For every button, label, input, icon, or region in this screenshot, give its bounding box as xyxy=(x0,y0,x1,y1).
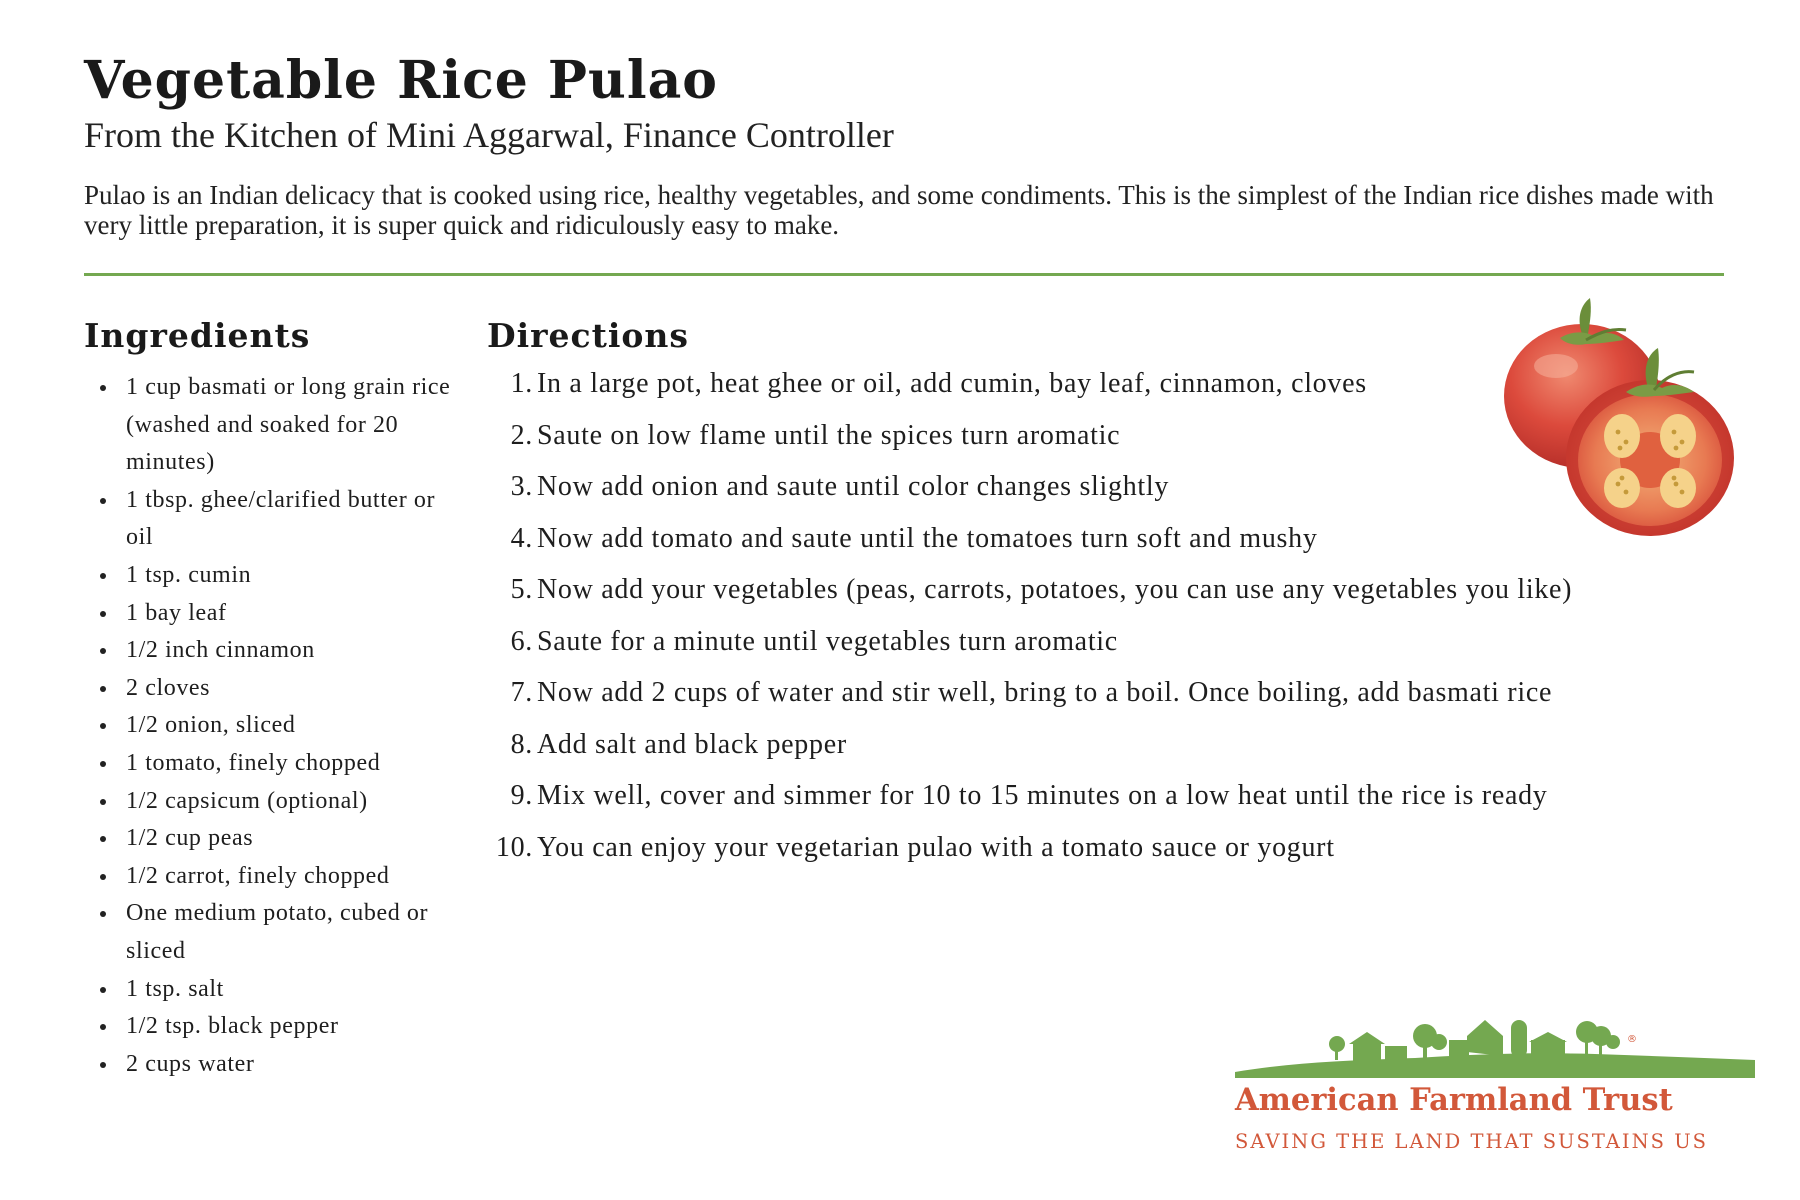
ingredients-list xyxy=(84,369,464,1083)
step-text: Mix well, cover and simmer for 10 to 15 minutes on a low heat until the rice is ready xyxy=(537,780,1548,811)
ingredient-item xyxy=(84,707,464,745)
step-text: Now add onion and saute until color changes slightly xyxy=(537,471,1170,502)
step-number: 3. xyxy=(510,471,533,502)
ingredient-text: 1/2 capsicum (optional) xyxy=(126,787,368,814)
ingredient-item xyxy=(84,482,464,557)
step-number: 8. xyxy=(510,728,533,760)
ingredient-text: 2 cups water xyxy=(126,1050,255,1077)
registered-mark: ® xyxy=(1627,1034,1637,1045)
ingredient-item xyxy=(84,820,464,858)
ingredient-item xyxy=(84,1008,464,1046)
step-number: 9. xyxy=(510,780,533,811)
ingredient-text: 1 cup basmati or long grain rice (washed and soaked for 20 minutes) xyxy=(126,374,451,476)
ingredient-item xyxy=(84,1046,464,1084)
bullet-icon xyxy=(100,799,106,805)
step-number: 6. xyxy=(510,625,533,657)
ingredient-text: 1 bay leaf xyxy=(126,599,227,626)
farm-landscape-icon xyxy=(1235,1012,1755,1078)
ingredient-item xyxy=(84,557,464,595)
direction-step xyxy=(487,568,1737,620)
bullet-icon xyxy=(100,611,106,617)
step-text: In a large pot, heat ghee or oil, add cumin, bay leaf, cinnamon, cloves xyxy=(537,368,1367,399)
ingredient-text: 1/2 cup peas xyxy=(126,825,254,852)
ingredient-text: 1/2 onion, sliced xyxy=(126,712,296,739)
bullet-icon xyxy=(100,1024,106,1030)
step-number: 7. xyxy=(510,677,533,708)
logo-name: American Farmland Trust xyxy=(1235,1082,1673,1118)
recipe-subtitle: From the Kitchen of Mini Aggarwal, Finance Controller xyxy=(84,115,894,155)
bullet-icon xyxy=(100,573,106,579)
bullet-icon xyxy=(100,874,106,880)
tomato-icon xyxy=(1490,296,1735,536)
bullet-icon xyxy=(100,911,106,917)
directions-heading: Directions xyxy=(487,316,689,355)
ingredient-text: 1 tbsp. ghee/clarified butter or oil xyxy=(126,486,436,551)
ingredient-item xyxy=(84,632,464,670)
step-number: 4. xyxy=(510,522,533,554)
ingredient-item xyxy=(84,783,464,821)
bullet-icon xyxy=(100,498,106,504)
ingredient-text: 1/2 tsp. black pepper xyxy=(126,1013,339,1040)
bullet-icon xyxy=(100,1062,106,1068)
ingredient-item xyxy=(84,369,464,482)
bullet-icon xyxy=(100,836,106,842)
ingredient-text: 1/2 inch cinnamon xyxy=(126,637,315,664)
logo-tagline: SAVING THE LAND THAT SUSTAINS US xyxy=(1235,1130,1708,1153)
step-text: Saute on low flame until the spices turn aromatic xyxy=(537,419,1121,451)
direction-step xyxy=(487,671,1737,723)
step-number: 10. xyxy=(495,831,533,863)
ingredient-text: One medium potato, cubed or sliced xyxy=(126,900,429,964)
ingredient-item xyxy=(84,745,464,783)
ingredient-text: 1 tomato, finely chopped xyxy=(126,749,381,776)
step-text: Saute for a minute until vegetables turn aromatic xyxy=(537,625,1118,657)
step-number: 1. xyxy=(510,368,533,399)
ingredient-text: 1 tsp. salt xyxy=(126,975,224,1002)
bullet-icon xyxy=(100,686,106,692)
bullet-icon xyxy=(100,385,106,391)
bullet-icon xyxy=(100,648,106,654)
ingredient-text: 1/2 carrot, finely chopped xyxy=(126,862,390,889)
ingredient-text: 1 tsp. cumin xyxy=(126,561,252,588)
ingredient-text: 2 cloves xyxy=(126,674,211,701)
ingredient-item xyxy=(84,670,464,708)
step-text: Now add 2 cups of water and stir well, bring to a boil. Once boiling, add basmati rice xyxy=(537,677,1553,708)
ingredient-item xyxy=(84,858,464,896)
step-text: Add salt and black pepper xyxy=(537,728,847,760)
recipe-title: Vegetable Rice Pulao xyxy=(84,50,718,111)
step-number: 5. xyxy=(510,574,533,605)
ingredient-item xyxy=(84,971,464,1009)
ingredients-heading: Ingredients xyxy=(84,316,311,355)
ingredient-item xyxy=(84,595,464,633)
recipe-intro: Pulao is an Indian delicacy that is cooked using rice, healthy vegetables, and some condiments. This is the simplest of the Indian rice dishes made with very little preparation, it is super quick and ridiculously easy to make. xyxy=(84,180,1714,240)
direction-step xyxy=(487,774,1737,826)
direction-step xyxy=(487,826,1737,878)
section-divider xyxy=(84,273,1724,276)
step-number: 2. xyxy=(510,419,533,451)
direction-step xyxy=(487,620,1737,672)
american-farmland-trust-logo xyxy=(1235,1012,1755,1162)
bullet-icon xyxy=(100,723,106,729)
step-text: You can enjoy your vegetarian pulao with a tomato sauce or yogurt xyxy=(537,831,1335,863)
ingredient-item xyxy=(84,895,464,970)
step-text: Now add your vegetables (peas, carrots, potatoes, you can use any vegetables you like) xyxy=(537,574,1573,605)
direction-step xyxy=(487,723,1737,775)
step-text: Now add tomato and saute until the tomatoes turn soft and mushy xyxy=(537,522,1318,554)
bullet-icon xyxy=(100,761,106,767)
bullet-icon xyxy=(100,987,106,993)
